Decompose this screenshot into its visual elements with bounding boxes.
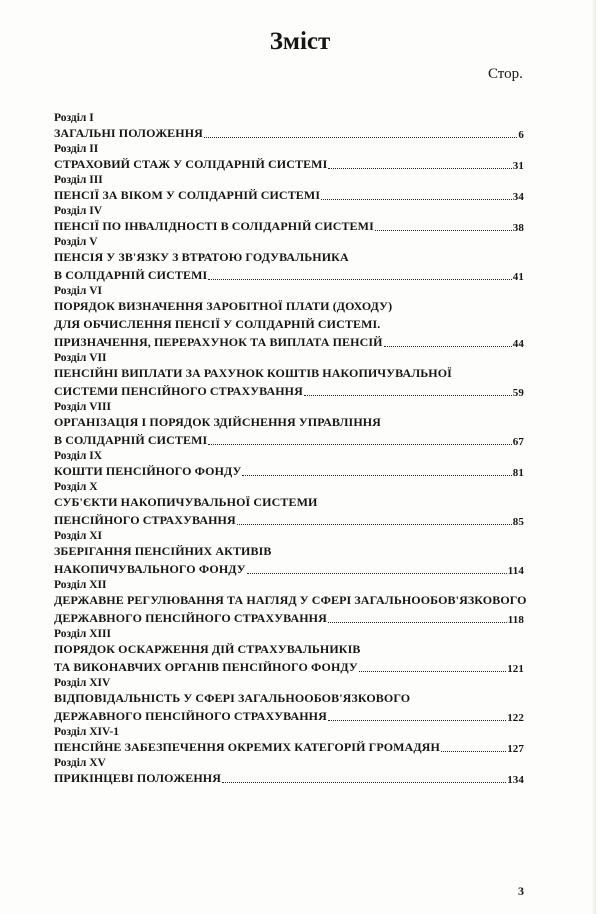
page-column-label: Стор.	[488, 66, 523, 82]
toc-entry-page: 44	[512, 338, 524, 350]
toc-entry-page: 85	[512, 516, 524, 528]
dot-leader	[242, 474, 511, 476]
section-heading: Розділ VII	[54, 352, 107, 364]
toc-entry-title: В СОЛІДАРНІЙ СИСТЕМІ	[54, 268, 208, 282]
page-title: Зміст	[269, 28, 331, 55]
dot-leader	[328, 621, 507, 623]
section-heading: Розділ IX	[54, 450, 103, 462]
dot-leader	[247, 572, 507, 574]
toc-entry-title: ДЕРЖАВНОГО ПЕНСІЙНОГО СТРАХУВАННЯ	[54, 709, 327, 723]
section-heading: Розділ V	[54, 236, 98, 248]
toc-entry-title: ПЕНСІЙНОГО СТРАХУВАННЯ	[54, 513, 236, 527]
toc-entry-page: 41	[512, 271, 524, 283]
toc-entry-title: ДЕРЖАВНЕ РЕГУЛЮВАННЯ ТА НАГЛЯД У СФЕРІ ЗАГАЛЬНООБОВ'ЯЗКОВОГО	[54, 593, 527, 607]
toc-entry-page: 118	[507, 614, 524, 626]
section-heading: Розділ XI	[54, 530, 103, 542]
dot-leader	[222, 781, 506, 783]
dot-leader	[204, 136, 517, 138]
toc-entry-title: ПЕНСІЇ ЗА ВІКОМ У СОЛІДАРНІЙ СИСТЕМІ	[54, 188, 321, 202]
toc-entry-title: ДЛЯ ОБЧИСЛЕННЯ ПЕНСІЇ У СОЛІДАРНІЙ СИСТЕМІ.	[54, 317, 381, 331]
toc-entry[interactable]	[54, 334, 524, 350]
toc-entry[interactable]	[54, 218, 524, 234]
toc-entry[interactable]	[54, 365, 524, 381]
toc-entry-page: 6	[518, 129, 524, 141]
toc-entry[interactable]	[54, 543, 524, 559]
toc-entry-page: 121	[507, 663, 524, 675]
toc-entry[interactable]	[54, 249, 524, 265]
page-number: 3	[518, 884, 524, 898]
toc-entry[interactable]	[54, 659, 524, 675]
toc-entry[interactable]	[54, 641, 524, 657]
dot-leader	[208, 443, 512, 445]
section-heading: Розділ II	[54, 143, 99, 155]
toc-entry[interactable]	[54, 610, 524, 626]
toc-entry-title: ПЕНСІЙНЕ ЗАБЕЗПЕЧЕННЯ ОКРЕМИХ КАТЕГОРІЙ ГРОМАДЯН	[54, 740, 440, 754]
scan-edge	[592, 0, 596, 914]
toc-entry[interactable]	[54, 512, 524, 528]
dot-leader	[328, 719, 506, 721]
dot-leader	[359, 670, 506, 672]
dot-leader	[375, 229, 512, 231]
dot-leader	[441, 750, 506, 752]
section-heading: Розділ XIV-1	[54, 726, 120, 738]
toc-entry[interactable]	[54, 383, 524, 399]
toc-entry[interactable]	[54, 125, 524, 141]
toc-entry-page: 31	[512, 160, 524, 172]
toc-entry[interactable]	[54, 156, 524, 172]
toc-entry[interactable]	[54, 316, 524, 332]
section-heading: Розділ I	[54, 112, 94, 124]
section-heading: Розділ XIV	[54, 677, 111, 689]
toc-entry[interactable]	[54, 432, 524, 448]
dot-leader	[304, 394, 512, 396]
toc-entry-title: ПЕНСІЙНІ ВИПЛАТИ ЗА РАХУНОК КОШТІВ НАКОПИЧУВАЛЬНОЇ	[54, 366, 452, 380]
toc-entry-page: 127	[507, 743, 524, 755]
toc-entry-title: ПРИЗНАЧЕННЯ, ПЕРЕРАХУНОК ТА ВИПЛАТА ПЕНСІЙ	[54, 335, 383, 349]
toc-entry[interactable]	[54, 561, 524, 577]
toc-entry[interactable]	[54, 690, 524, 706]
section-heading: Розділ VI	[54, 285, 103, 297]
toc-entry-title: СТРАХОВИЙ СТАЖ У СОЛІДАРНІЙ СИСТЕМІ	[54, 157, 328, 171]
dot-leader	[237, 523, 512, 525]
section-heading: Розділ IV	[54, 205, 103, 217]
toc-entry[interactable]	[54, 187, 524, 203]
toc-entry[interactable]	[54, 298, 524, 314]
toc-entry-title: ПЕНСІЯ У ЗВ'ЯЗКУ З ВТРАТОЮ ГОДУВАЛЬНИКА	[54, 250, 349, 264]
toc-entry-title: ВІДПОВІДАЛЬНІСТЬ У СФЕРІ ЗАГАЛЬНООБОВ'ЯЗКОВОГО	[54, 691, 411, 705]
toc-entry-title: НАКОПИЧУВАЛЬНОГО ФОНДУ	[54, 562, 246, 576]
section-heading: Розділ XIII	[54, 628, 111, 640]
toc-entry-title: В СОЛІДАРНІЙ СИСТЕМІ	[54, 433, 208, 447]
section-heading: Розділ XII	[54, 579, 107, 591]
toc-entry-title: ПОРЯДОК ОСКАРЖЕННЯ ДІЙ СТРАХУВАЛЬНИКІВ	[54, 642, 361, 656]
toc-entry-title: ЗАГАЛЬНІ ПОЛОЖЕННЯ	[54, 126, 203, 140]
dot-leader	[328, 167, 511, 169]
toc-entry[interactable]	[54, 770, 524, 786]
toc-entry[interactable]	[54, 267, 524, 283]
section-heading: Розділ III	[54, 174, 103, 186]
toc-entry-title: ПРИКІНЦЕВІ ПОЛОЖЕННЯ	[54, 771, 221, 785]
toc-entry-title: ДЕРЖАВНОГО ПЕНСІЙНОГО СТРАХУВАННЯ	[54, 611, 327, 625]
toc-entry-title: СИСТЕМИ ПЕНСІЙНОГО СТРАХУВАННЯ	[54, 384, 303, 398]
toc-entry-page: 67	[512, 436, 524, 448]
toc-entry-page: 114	[507, 565, 524, 577]
toc-entry[interactable]	[54, 739, 524, 755]
section-heading: Розділ X	[54, 481, 98, 493]
toc-entry-page: 59	[512, 387, 524, 399]
toc-entry[interactable]	[54, 463, 524, 479]
toc-entry-page: 134	[507, 774, 524, 786]
toc-entry-title: СУБ'ЄКТИ НАКОПИЧУВАЛЬНОЇ СИСТЕМИ	[54, 495, 318, 509]
toc-entry-page: 81	[512, 467, 524, 479]
toc-entry-title: ЗБЕРІГАННЯ ПЕНСІЙНИХ АКТИВІВ	[54, 544, 272, 558]
toc-entry-title: ТА ВИКОНАВЧИХ ОРГАНІВ ПЕНСІЙНОГО ФОНДУ	[54, 660, 358, 674]
toc-entry-page: 34	[512, 191, 524, 203]
toc-entry-page: 38	[512, 222, 524, 234]
toc-entry[interactable]	[54, 494, 524, 510]
toc-entry-title: ПЕНСІЇ ПО ІНВАЛІДНОСТІ В СОЛІДАРНІЙ СИСТЕМІ	[54, 219, 374, 233]
toc-entry-title: КОШТИ ПЕНСІЙНОГО ФОНДУ	[54, 464, 242, 478]
dot-leader	[208, 278, 512, 280]
section-heading: Розділ XV	[54, 757, 106, 769]
toc-entry-title: ОРГАНІЗАЦІЯ І ПОРЯДОК ЗДІЙСНЕННЯ УПРАВЛІННЯ	[54, 415, 381, 429]
dot-leader	[321, 198, 512, 200]
section-heading: Розділ VIII	[54, 401, 111, 413]
toc-entry-title: ПОРЯДОК ВИЗНАЧЕННЯ ЗАРОБІТНОЇ ПЛАТИ (ДОХОДУ)	[54, 299, 393, 313]
toc-entry[interactable]	[54, 592, 527, 608]
toc-entry-page: 122	[507, 712, 524, 724]
dot-leader	[384, 345, 512, 347]
toc-entry[interactable]	[54, 708, 524, 724]
toc-entry[interactable]	[54, 414, 524, 430]
